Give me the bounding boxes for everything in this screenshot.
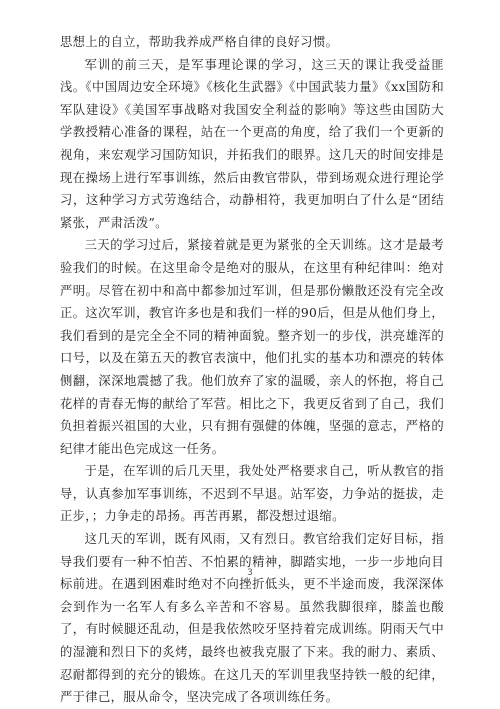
paragraph-full-day-training: 三天的学习过后，紧接着就是更为紧张的全天训练。这才是最考验我们的时候。在这里命令是绝对的服从，在这里有种纪律叫：绝对严明。尽管在初中和高中都参加过军训，但是那份懒散还没有完全改正。这次军训，教官许多也是和我们一样的90后，但是从他们身上，我们看到的是完全全不同的精神面貌。整齐划一的步伐，洪亮雄浑的口号，以及在第五天的教官表演中，他们扎实的基本功和漂亮的转体侧翻，深深地震撼了我。他们放弃了家的温暖，亲人的怀抱，将自己花样的青春无悔的献给了军营。相比之下，我更反省到了自己，我们负担着振兴祖国的大业，只有拥有强健的体魄，坚强的意志，严格的纪律才能出色完成这一任务。	[60, 238, 444, 456]
paragraph-continuation: 思想上的自立，帮助我养成严格自律的良好习惯。	[60, 35, 339, 49]
paragraph-theory-courses: 军训的前三天，是军事理论课的学习，这三天的课让我受益匪浅。《中国周边安全环境》《核化生武器》《中国武装力量》《xx国防和军队建设》《美国军事战略对我国安全利益的影响》等这些由国防大学教授精心准备的课程，站在一个更高的角度，给了我们一个更新的视角，来宏观学习国防知识，并拓我们的眼界。这几天的时间安排是现在操场上进行军事训练，然后由教官带队，带到场观众进行理论学习，这种学习方式劳逸结合，动静相符，我更加明白了什么是“团结紧张，严肃活泼”。	[60, 57, 444, 230]
paragraph-self-discipline: 于是，在军训的后几天里，我处处严格要求自己，听从教官的指导，认真参加军事训练，不迟到不早退。站军姿，力争站的挺拔，走正步，；力争走的昂扬。再苦再累，都没想过退缩。	[60, 464, 444, 524]
body-text	[60, 31, 444, 709]
paragraph-wind-and-sun: 这几天的军训，既有风雨，又有烈日。教官给我们定好目标，指导我们要有一种不怕苦、不怕累的精神，脚踏实地，一步一步地向目标前进。在遇到困难时绝对不向挫折低头，更不半途而废，我深深体会到作为一名军人有多么辛苦和不容易。虽然我脚很痒，膝盖也酸了，有时候腿还乱动，但是我依然咬牙坚持着完成训练。阴雨天气中的湿漉和烈日下的炙烤，最终也被我克服了下来。我的耐力、素质、忍耐都得到的充分的锻炼。在这几天的军训里我坚持铁一般的纪律，严于律己，服从命令，坚决完成了各项训练任务。	[60, 532, 444, 705]
page-number: 3	[247, 568, 253, 578]
